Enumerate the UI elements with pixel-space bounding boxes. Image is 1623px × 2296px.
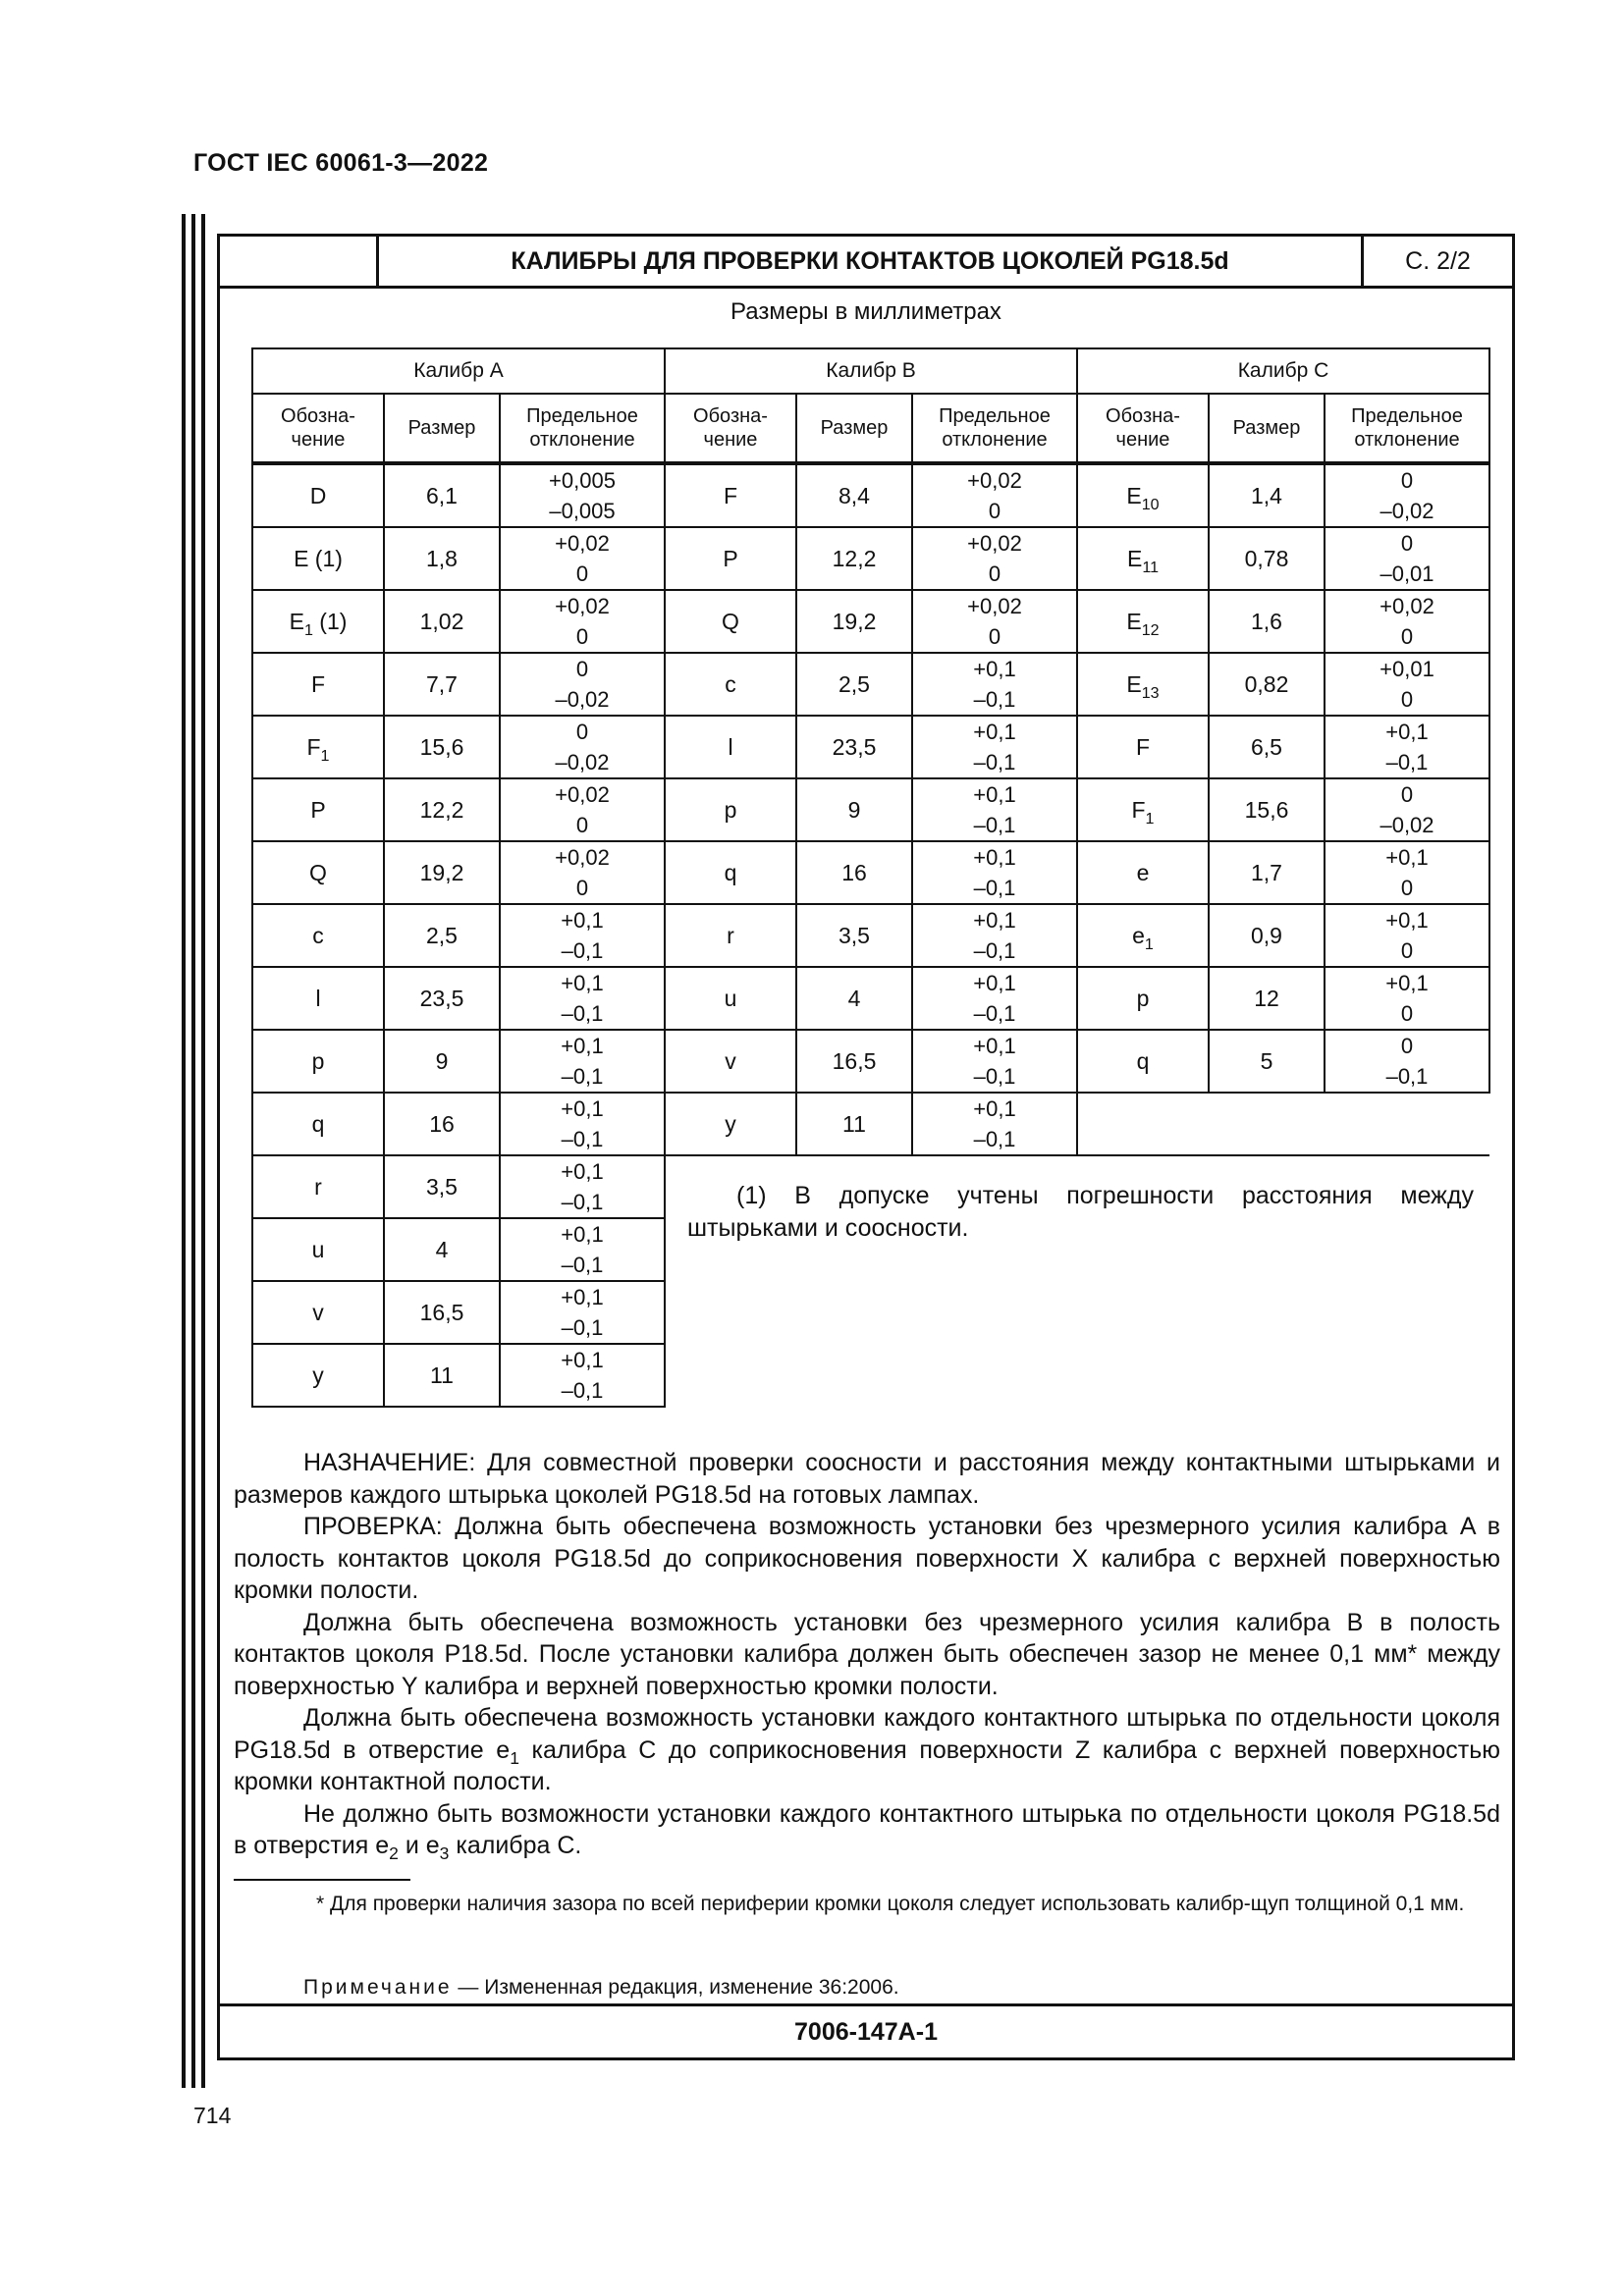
size-cell: 9 <box>796 778 912 841</box>
tolerance-cell <box>500 1093 665 1155</box>
upper-deviation: 0 <box>575 657 589 681</box>
upper-deviation: +0,02 <box>967 468 1022 493</box>
designation-cell <box>252 967 384 1030</box>
table-row <box>252 716 1489 778</box>
designation-symbol: y <box>725 1111 736 1137</box>
header-line: чение <box>291 429 346 451</box>
designation-symbol: q <box>1136 1048 1150 1074</box>
check-paragraph: ПРОВЕРКА: Должна быть обеспечена возможность установки без чрезмерного усилия калибра A в полость контактов цоколя PG18.5d до соприкосновения поверхности X калибра с верхней поверхностью кромки полости. <box>234 1513 1500 1604</box>
lower-deviation: –0,1 <box>973 938 1016 963</box>
lower-deviation: –0,1 <box>561 1064 604 1089</box>
designation-cell <box>252 653 384 716</box>
header-line: отклонение <box>529 429 635 451</box>
gauge-a-header: Калибр A <box>252 348 665 394</box>
designation-symbol: p <box>724 797 737 823</box>
size-cell: 16,5 <box>796 1030 912 1093</box>
upper-deviation: +0,02 <box>555 594 610 618</box>
tolerance-cell <box>912 778 1077 841</box>
designation-symbol: l <box>728 734 733 760</box>
table-footnote: (1) В допуске учтены погрешности расстояния между штырьками и соосности. <box>687 1182 1474 1242</box>
negative-check-paragraph: Не должно быть возможности установки каждого контактного штырька по отдельности цоколя PG18.5d в отверстия $e_2$ и $e_3$ калибра C. <box>234 1799 1500 1863</box>
designation-header <box>665 394 796 463</box>
lower-deviation: 0 <box>575 813 589 837</box>
size-cell: 8,4 <box>796 463 912 527</box>
left-margin-rule <box>191 214 195 2088</box>
tolerance-cell <box>1325 967 1489 1030</box>
upper-deviation: +0,01 <box>1380 657 1434 681</box>
designation-symbol: c <box>312 923 324 948</box>
designation-symbol: P <box>310 797 326 823</box>
designation-index: 10 <box>1141 496 1160 513</box>
tolerance-cell <box>912 590 1077 653</box>
upper-deviation: 0 <box>575 720 589 744</box>
size-cell: 6,1 <box>384 463 500 527</box>
lower-deviation: –0,02 <box>1380 813 1434 837</box>
tolerance-cell <box>500 716 665 778</box>
upper-deviation: +0,1 <box>973 1034 1016 1058</box>
sheet-frame <box>217 234 1515 2060</box>
lower-deviation: –0,1 <box>561 1315 604 1340</box>
upper-deviation: +0,1 <box>561 1285 604 1309</box>
designation-cell <box>252 1030 384 1093</box>
lower-deviation: –0,02 <box>555 687 610 712</box>
size-cell: 23,5 <box>384 967 500 1030</box>
lower-deviation: –0,1 <box>973 750 1016 774</box>
designation-cell <box>1077 463 1209 527</box>
lower-deviation: 0 <box>575 876 589 900</box>
body-text <box>234 1447 1500 1862</box>
remark-text: — Измененная редакция, изменение 36:2006. <box>452 1976 899 1999</box>
lower-deviation: –0,1 <box>561 1001 604 1026</box>
size-cell: 1,6 <box>1209 590 1325 653</box>
size-cell: 1,8 <box>384 527 500 590</box>
tolerance-cell <box>500 967 665 1030</box>
header-line: Обозна- <box>1106 405 1180 427</box>
size-cell: 16 <box>384 1093 500 1155</box>
lower-deviation: –0,1 <box>561 1190 604 1214</box>
upper-deviation: +0,1 <box>561 1222 604 1247</box>
title-row <box>220 237 1512 289</box>
designation-symbol: F <box>1135 734 1151 760</box>
lower-deviation: –0,1 <box>973 1064 1016 1089</box>
lower-deviation: 0 <box>1400 687 1414 712</box>
upper-deviation: +0,1 <box>1385 908 1429 933</box>
header-line: отклонение <box>1354 429 1460 451</box>
upper-deviation: +0,1 <box>973 720 1016 744</box>
tolerance-cell <box>912 653 1077 716</box>
tolerance-cell <box>500 1218 665 1281</box>
designation-cell <box>252 1281 384 1344</box>
designation-cell <box>252 1093 384 1155</box>
table-row <box>252 904 1489 967</box>
upper-deviation: 0 <box>1400 782 1414 807</box>
size-cell: 3,5 <box>384 1155 500 1218</box>
upper-deviation: +0,02 <box>967 594 1022 618</box>
designation-cell <box>1077 653 1209 716</box>
tolerance-cell <box>912 841 1077 904</box>
lower-deviation: 0 <box>1400 1001 1414 1026</box>
designation-symbol: F <box>1131 797 1146 823</box>
tolerance-cell <box>1325 841 1489 904</box>
header-line: Предельное <box>939 405 1051 427</box>
designation-cell <box>252 527 384 590</box>
tolerance-cell <box>1325 527 1489 590</box>
size-cell: 15,6 <box>1209 778 1325 841</box>
size-cell: 4 <box>384 1218 500 1281</box>
page-number: 714 <box>193 2103 232 2128</box>
footnote: * Для проверки наличия зазора по всей периферии кромки цоколя следует использовать калибр-щуп толщиной 0,1 мм. <box>316 1893 1465 1915</box>
size-cell: 1,02 <box>384 590 500 653</box>
upper-deviation: +0,1 <box>1385 971 1429 995</box>
lower-deviation: –0,1 <box>1385 750 1429 774</box>
units-caption: Размеры в миллиметрах <box>730 298 1001 325</box>
size-cell: 7,7 <box>384 653 500 716</box>
tolerance-cell <box>912 527 1077 590</box>
upper-deviation: +0,1 <box>973 971 1016 995</box>
upper-deviation: 0 <box>1400 1034 1414 1058</box>
remark-label: Примечание <box>303 1976 453 1999</box>
lower-deviation: 0 <box>575 624 589 649</box>
tolerance-header <box>912 394 1077 463</box>
table-row <box>252 778 1489 841</box>
designation-symbol: v <box>725 1048 736 1074</box>
size-cell: 2,5 <box>384 904 500 967</box>
designation-cell <box>1077 716 1209 778</box>
size-cell: 1,7 <box>1209 841 1325 904</box>
table-note-cell <box>665 1155 1489 1407</box>
size-cell: 4 <box>796 967 912 1030</box>
designation-symbol: r <box>727 923 734 948</box>
size-cell: 5 <box>1209 1030 1325 1093</box>
header-line: отклонение <box>942 429 1048 451</box>
tolerance-cell <box>912 1093 1077 1155</box>
lower-deviation: 0 <box>1400 624 1414 649</box>
tolerance-cell <box>500 778 665 841</box>
header-line: чение <box>703 429 758 451</box>
designation-index: 1 <box>1144 935 1154 953</box>
gauge-c-paragraph: Должна быть обеспечена возможность установки каждого контактного штырька по отдельности цоколя PG18.5d в отверстие $e_1$ калибра C до соприкосновения поверхности Z калибра с верхней поверхностью кромки контактной полости. <box>234 1704 1500 1795</box>
size-cell: 0,82 <box>1209 653 1325 716</box>
lower-deviation: –0,1 <box>973 813 1016 837</box>
designation-cell <box>1077 527 1209 590</box>
column-header-row <box>252 394 1489 463</box>
designation-symbol: r <box>314 1174 322 1200</box>
lower-deviation: –0,1 <box>973 1127 1016 1151</box>
designation-cell <box>665 590 796 653</box>
designation-cell <box>252 1155 384 1218</box>
tolerance-cell <box>1325 590 1489 653</box>
designation-cell <box>665 653 796 716</box>
upper-deviation: +0,1 <box>973 1096 1016 1121</box>
designation-cell <box>1077 904 1209 967</box>
tolerance-cell <box>1325 716 1489 778</box>
size-cell: 11 <box>796 1093 912 1155</box>
tolerance-cell <box>912 463 1077 527</box>
tolerance-cell <box>500 841 665 904</box>
tolerance-cell <box>500 1344 665 1407</box>
designation-symbol: e <box>1132 923 1145 948</box>
designation-header <box>252 394 384 463</box>
size-cell: 2,5 <box>796 653 912 716</box>
header-line: Предельное <box>1351 405 1463 427</box>
gauge-dimensions-table <box>251 347 1490 1408</box>
designation-symbol: Q <box>722 609 739 634</box>
table-row <box>252 1093 1489 1155</box>
header-line: Обозна- <box>281 405 355 427</box>
tolerance-cell <box>500 904 665 967</box>
document-header: ГОСТ IEC 60061-3—2022 <box>193 149 489 177</box>
upper-deviation: +0,1 <box>561 1159 604 1184</box>
designation-cell <box>665 841 796 904</box>
table-row <box>252 1155 1489 1218</box>
table-row <box>252 590 1489 653</box>
lower-deviation: –0,02 <box>1380 499 1434 523</box>
upper-deviation: +0,1 <box>561 1034 604 1058</box>
upper-deviation: +0,1 <box>561 971 604 995</box>
designation-symbol: D <box>309 483 327 508</box>
size-cell: 23,5 <box>796 716 912 778</box>
designation-cell <box>665 1030 796 1093</box>
designation-symbol: E (1) <box>294 546 343 571</box>
lower-deviation: –0,01 <box>1380 561 1434 586</box>
lower-deviation: –0,1 <box>1385 1064 1429 1089</box>
designation-cell <box>665 1093 796 1155</box>
size-cell: 19,2 <box>384 841 500 904</box>
upper-deviation: +0,1 <box>973 657 1016 681</box>
designation-cell <box>252 778 384 841</box>
upper-deviation: +0,1 <box>973 908 1016 933</box>
table-row <box>252 1030 1489 1093</box>
designation-symbol: E <box>1126 671 1142 697</box>
designation-cell <box>1077 841 1209 904</box>
tolerance-cell <box>912 1030 1077 1093</box>
table-row <box>252 841 1489 904</box>
designation-cell <box>252 1344 384 1407</box>
left-margin-rule <box>182 214 186 2088</box>
group-header-row <box>252 348 1489 394</box>
designation-symbol: F <box>310 671 326 697</box>
size-cell: 0,9 <box>1209 904 1325 967</box>
header-line: чение <box>1115 429 1170 451</box>
designation-symbol: Q <box>309 860 327 885</box>
size-cell: 9 <box>384 1030 500 1093</box>
designation-symbol: c <box>725 671 736 697</box>
lower-deviation: 0 <box>575 561 589 586</box>
upper-deviation: +0,02 <box>1380 594 1434 618</box>
upper-deviation: +0,005 <box>549 468 616 493</box>
remark <box>303 1976 899 2000</box>
size-cell: 16 <box>796 841 912 904</box>
gauge-b-paragraph: Должна быть обеспечена возможность установки без чрезмерного усилия калибра B в полость контактов цоколя P18.5d. После установки калибра должен быть обеспечен зазор не менее 0,1 мм* между поверхностью Y калибра и верхней поверхностью кромки полости. <box>234 1608 1500 1700</box>
tolerance-cell <box>500 1030 665 1093</box>
gauge-b-header: Калибр B <box>665 348 1077 394</box>
lower-deviation: –0,1 <box>561 938 604 963</box>
purpose-paragraph: НАЗНАЧЕНИЕ: Для совместной проверки соосности и расстояния между контактными штырьками и размеров каждого штырька цоколей PG18.5d на готовых лампах. <box>234 1449 1500 1509</box>
designation-symbol: E <box>1126 609 1142 634</box>
designation-index: 13 <box>1141 684 1160 702</box>
designation-symbol: l <box>315 986 321 1011</box>
size-cell: 19,2 <box>796 590 912 653</box>
lower-deviation: 0 <box>988 624 1001 649</box>
designation-symbol: E <box>1126 546 1143 571</box>
size-cell: 16,5 <box>384 1281 500 1344</box>
lower-deviation: 0 <box>1400 938 1414 963</box>
upper-deviation: 0 <box>1400 531 1414 556</box>
gauge-c-header: Калибр C <box>1077 348 1489 394</box>
upper-deviation: +0,1 <box>561 1096 604 1121</box>
drawing-code: 7006-147A-1 <box>220 2003 1512 2057</box>
tolerance-cell <box>1325 653 1489 716</box>
size-cell: 11 <box>384 1344 500 1407</box>
designation-index: 1 <box>303 621 313 639</box>
designation-suffix: (1) <box>312 609 348 634</box>
designation-index: 11 <box>1142 559 1160 576</box>
tolerance-cell <box>912 904 1077 967</box>
size-header: Размер <box>796 394 912 463</box>
lower-deviation: –0,1 <box>561 1127 604 1151</box>
table-row <box>252 967 1489 1030</box>
designation-symbol: e <box>1136 860 1150 885</box>
lower-deviation: –0,1 <box>561 1253 604 1277</box>
upper-deviation: +0,1 <box>561 908 604 933</box>
designation-symbol: q <box>724 860 737 885</box>
tolerance-cell <box>1325 463 1489 527</box>
designation-cell <box>252 463 384 527</box>
tolerance-cell <box>912 716 1077 778</box>
tolerance-header <box>1325 394 1489 463</box>
designation-cell <box>252 590 384 653</box>
designation-cell <box>665 778 796 841</box>
tolerance-cell <box>500 1155 665 1218</box>
lower-deviation: –0,1 <box>973 876 1016 900</box>
size-cell: 3,5 <box>796 904 912 967</box>
designation-symbol: v <box>312 1300 324 1325</box>
designation-cell <box>665 967 796 1030</box>
designation-symbol: p <box>311 1048 325 1074</box>
designation-index: 1 <box>320 747 330 765</box>
designation-cell <box>252 904 384 967</box>
designation-cell <box>665 716 796 778</box>
size-header: Размер <box>384 394 500 463</box>
designation-header <box>1077 394 1209 463</box>
size-cell: 6,5 <box>1209 716 1325 778</box>
size-cell: 0,78 <box>1209 527 1325 590</box>
header-line: Обозна- <box>693 405 768 427</box>
lower-deviation: –0,1 <box>973 1001 1016 1026</box>
upper-deviation: +0,02 <box>555 782 610 807</box>
designation-symbol: P <box>723 546 738 571</box>
lower-deviation: –0,02 <box>555 750 610 774</box>
designation-cell <box>665 527 796 590</box>
tolerance-cell <box>912 967 1077 1030</box>
designation-cell <box>665 463 796 527</box>
left-margin-rule <box>201 214 205 2088</box>
lower-deviation: –0,1 <box>973 687 1016 712</box>
tolerance-cell <box>500 463 665 527</box>
tolerance-cell <box>1325 1030 1489 1093</box>
size-cell: 12,2 <box>384 778 500 841</box>
designation-symbol: p <box>1136 986 1150 1011</box>
upper-deviation: +0,02 <box>555 845 610 870</box>
upper-deviation: 0 <box>1400 468 1414 493</box>
table-row <box>252 527 1489 590</box>
table-row <box>252 653 1489 716</box>
sheet-number: С. 2/2 <box>1405 246 1471 275</box>
designation-symbol: u <box>311 1237 325 1262</box>
designation-symbol: E <box>1126 483 1142 508</box>
size-cell: 1,4 <box>1209 463 1325 527</box>
lower-deviation: 0 <box>1400 876 1414 900</box>
size-cell: 15,6 <box>384 716 500 778</box>
designation-symbol: y <box>312 1362 324 1388</box>
designation-cell <box>252 716 384 778</box>
designation-cell <box>1077 778 1209 841</box>
lower-deviation: 0 <box>988 561 1001 586</box>
designation-cell <box>252 841 384 904</box>
designation-symbol: q <box>311 1111 325 1137</box>
size-cell: 12 <box>1209 967 1325 1030</box>
upper-deviation: +0,1 <box>973 782 1016 807</box>
footnote-rule <box>234 1879 410 1881</box>
upper-deviation: +0,1 <box>973 845 1016 870</box>
upper-deviation: +0,1 <box>561 1348 604 1372</box>
tolerance-cell <box>1325 904 1489 967</box>
designation-symbol: F <box>306 734 321 760</box>
lower-deviation: –0,005 <box>549 499 616 523</box>
table-row <box>252 463 1489 527</box>
designation-cell <box>665 904 796 967</box>
lower-deviation: –0,1 <box>561 1378 604 1403</box>
sheet-title: КАЛИБРЫ ДЛЯ ПРОВЕРКИ КОНТАКТОВ ЦОКОЛЕЙ PG18.5d <box>376 237 1364 286</box>
tolerance-cell <box>500 527 665 590</box>
designation-cell <box>1077 967 1209 1030</box>
tolerance-header <box>500 394 665 463</box>
designation-symbol: u <box>724 986 737 1011</box>
designation-index: 12 <box>1141 621 1160 639</box>
header-line: Предельное <box>526 405 638 427</box>
empty-cell <box>1077 1093 1489 1155</box>
designation-cell <box>1077 1030 1209 1093</box>
designation-cell <box>1077 590 1209 653</box>
size-header: Размер <box>1209 394 1325 463</box>
lower-deviation: 0 <box>988 499 1001 523</box>
upper-deviation: +0,02 <box>555 531 610 556</box>
designation-symbol: E <box>289 609 304 634</box>
tolerance-cell <box>1325 778 1489 841</box>
tolerance-cell <box>500 590 665 653</box>
size-cell: 12,2 <box>796 527 912 590</box>
upper-deviation: +0,1 <box>1385 720 1429 744</box>
tolerance-cell <box>500 1281 665 1344</box>
tolerance-cell <box>500 653 665 716</box>
designation-index: 1 <box>1145 810 1155 828</box>
upper-deviation: +0,02 <box>967 531 1022 556</box>
upper-deviation: +0,1 <box>1385 845 1429 870</box>
designation-cell <box>252 1218 384 1281</box>
designation-symbol: F <box>723 483 738 508</box>
